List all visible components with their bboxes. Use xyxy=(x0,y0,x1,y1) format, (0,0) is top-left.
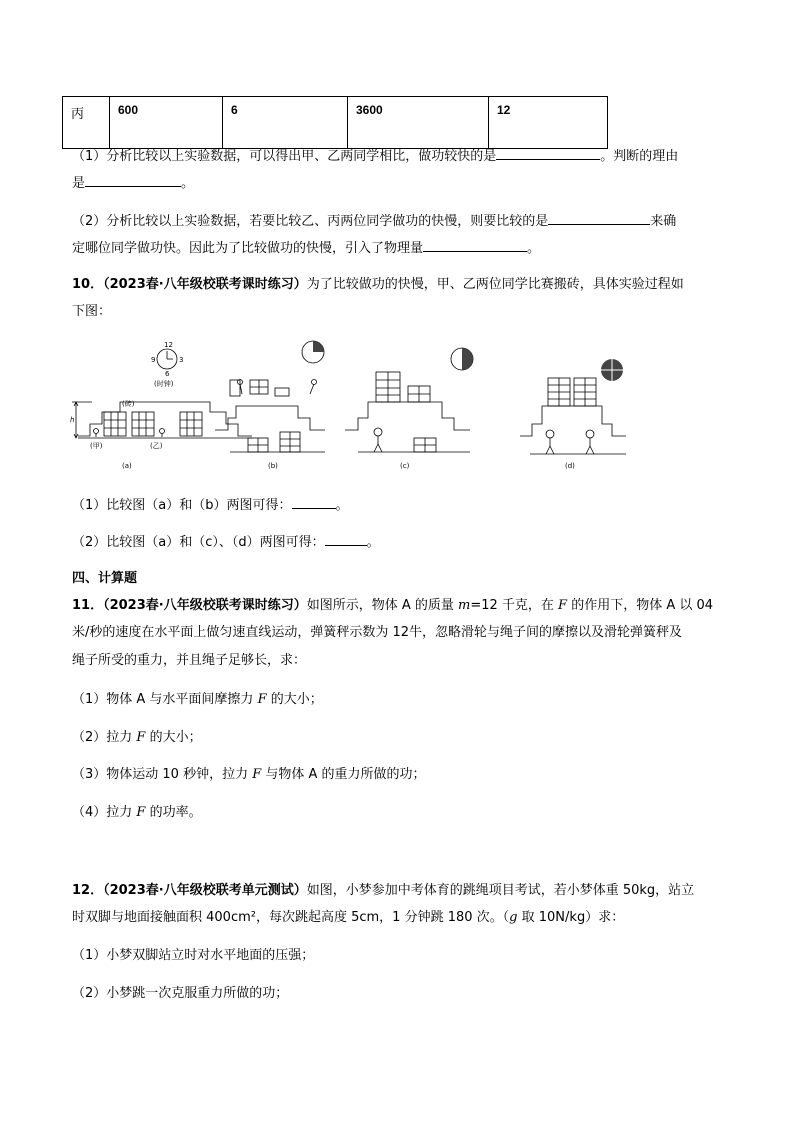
q9-part1-line2: 是 。 xyxy=(72,173,194,193)
caption-c: (c) xyxy=(400,462,410,470)
q12-part2: （2）小梦跳一次克服重力所做的功； xyxy=(72,986,289,1001)
q10-stem-line2: 下图： xyxy=(72,304,112,319)
q9-part1-line1: （1）分析比较以上实验数据，可以得出甲、乙两同学相比，做功较快的是 。判断的理由 xyxy=(72,146,678,166)
brick-experiment-figure xyxy=(70,340,640,475)
q10-part2: （2）比较图（a）和（c）、（d）两图可得： 。 xyxy=(72,532,380,552)
q10-stem-line1: 10．（2023春·八年级校联考课时练习）为了比较做功的快慢，甲、乙两位同学比赛搬砖，具体实验过程如 xyxy=(72,277,684,292)
caption-b: (b) xyxy=(268,462,278,470)
q12-stem-line1: 12．（2023春·八年级校联考单元测试）如图，小梦参加中考体育的跳绳项目考试，若小梦体重 50kg，站立 xyxy=(72,883,695,898)
q11-part1: （1）物体 A 与水平面间摩擦力 F 的大小； xyxy=(72,692,323,707)
h-label: h xyxy=(70,416,75,424)
caption-d: (d) xyxy=(565,462,575,470)
clock-mark: 9 xyxy=(151,356,156,364)
q11-part2: （2）拉力 F 的大小； xyxy=(72,730,202,745)
answer-blank[interactable] xyxy=(292,495,336,509)
q11-stem-line2: 米/秒的速度在水平面上做匀速直线运动，弹簧秤示数为 12牛，忽略滑轮与绳子间的摩擦以及滑轮弹簧秤及 xyxy=(72,625,683,640)
q12-stem-line2: 时双脚与地面接触面积 400cm²，每次跳起高度 5cm，1 分钟跳 180 次。（g 取 10N/kg）求： xyxy=(72,910,625,925)
brick-label: (砖) xyxy=(122,400,135,408)
q11-stem-line3: 绳子所受的重力，并且绳子足够长，求： xyxy=(72,653,307,668)
section-heading: 四、计算题 xyxy=(72,571,138,586)
table-cell: 600 xyxy=(110,97,223,149)
q9-part2-line1: （2）分析比较以上实验数据，若要比较乙、丙两位同学做功的快慢，则要比较的是 来确 xyxy=(72,211,676,231)
answer-blank[interactable] xyxy=(496,146,600,160)
table-cell: 3600 xyxy=(348,97,489,149)
q11-stem-line1: 11．（2023春·八年级校联考课时练习）如图所示，物体 A 的质量 m=12 千克，在 F 的作用下，物体 A 以 04 xyxy=(72,598,714,613)
q11-part4: （4）拉力 F 的功率。 xyxy=(72,805,202,820)
q9-part2-line2: 定哪位同学做功快。因此为了比较做功的快慢，引入了物理量 。 xyxy=(72,238,540,258)
table-row xyxy=(63,97,608,149)
q10-part1: （1）比较图（a）和（b）两图可得： 。 xyxy=(72,495,349,515)
answer-blank[interactable] xyxy=(548,211,650,225)
q12-part1: （1）小梦双脚站立时对水平地面的压强； xyxy=(72,948,315,963)
data-table xyxy=(62,96,608,149)
caption-a: (a) xyxy=(122,462,132,470)
clock-mark: 12 xyxy=(164,341,173,349)
table-cell: 12 xyxy=(489,97,608,149)
q11-part3: （3）物体运动 10 秒钟，拉力 F 与物体 A 的重力所做的功； xyxy=(72,767,426,782)
table-cell: 6 xyxy=(223,97,348,149)
yi-label: (乙) xyxy=(150,442,163,450)
jia-label: (甲) xyxy=(90,442,103,450)
answer-blank[interactable] xyxy=(85,173,181,187)
clock-label: (时钟) xyxy=(154,380,174,388)
answer-blank[interactable] xyxy=(325,532,367,546)
answer-blank[interactable] xyxy=(423,238,527,252)
clock-mark: 3 xyxy=(179,356,184,364)
table-cell: 丙 xyxy=(63,97,110,149)
clock-mark: 6 xyxy=(165,370,170,378)
